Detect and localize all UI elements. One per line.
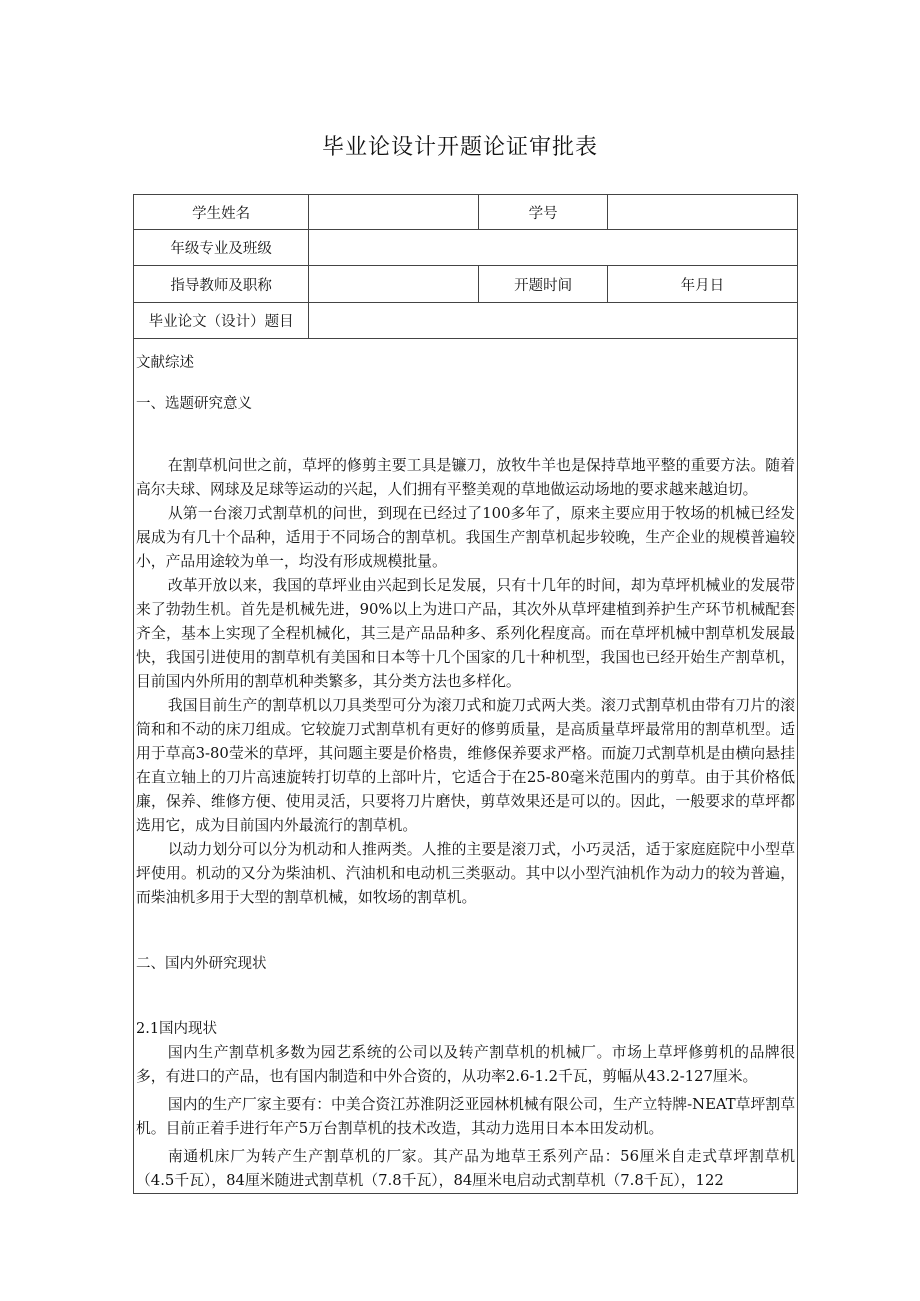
paragraph: 我国目前生产的割草机以刀具类型可分为滚刀式和旋刀式两大类。滚刀式割草机由带有刀片的滚筒和和不动的床刀组成。它较旋刀式割草机有更好的修剪质量，是高质量草坪最常用的割草机型。适用于草高3-80莹米的草坪，其问题主要是价格贵，维修保养要求严格。而旋刀式割草机是由横向悬挂在直立轴上的刀片高速旋转打切草的上部叶片，它适合于在25-80毫米范围内的剪草。由于其价格低廉，保养、维修方便、使用灵活，只要将刀片磨快，剪草效果还是可以的。因此，一般要求的草坪都选用它，成为目前国内外最流行的割草机。 <box>136 697 795 834</box>
page-title: 毕业论设计开题论证审批表 <box>321 135 598 160</box>
advisor-label: 指导教师及职称 <box>134 266 309 303</box>
student-name-field[interactable] <box>309 195 479 230</box>
paragraph: 国内的生产厂家主要有：中美合资江苏淮阴泛亚园林机械有限公司，生产立特牌-NEAT草坪割草机。目前正着手进行年产5万台割草机的技术改造，其动力选用日本本田发动机。 <box>136 1096 795 1137</box>
proposal-date-label: 开题时间 <box>479 266 607 303</box>
paragraph: 在割草机问世之前，草坪的修剪主要工具是镰刀，放牧牛羊也是保持草地平整的重要方法。随着高尔夫球、网球及足球等运动的兴起，人们拥有平整美观的草地做运动场地的要求越来越迫切。 <box>136 457 795 498</box>
paragraph: 从第一台滚刀式割草机的问世，到现在已经过了100多年了，原来主要应用于牧场的机械已经发展成为有几十个品种，适用于不同场合的割草机。我国生产割草机起步较晚，生产企业的规模普遍较小，产品用途较为单一，均没有形成规模批量。 <box>136 505 795 570</box>
proposal-date-field[interactable]: 年月日 <box>607 266 797 303</box>
student-name-label: 学生姓名 <box>134 195 309 230</box>
advisor-field[interactable] <box>309 266 479 303</box>
thesis-title-field[interactable] <box>309 303 798 339</box>
review-heading: 文献综述 <box>136 355 194 371</box>
section-1-heading: 一、选题研究意义 <box>136 396 252 412</box>
paragraph: 南通机床厂为转产生产割草机的厂家。其产品为地草王系列产品：56厘米自走式草坪割草机（4.5千瓦），84厘米随进式割草机（7.8千瓦），84厘米电启动式割草机（7.8千瓦），122 <box>136 1148 795 1189</box>
class-label: 年级专业及班级 <box>134 230 309 266</box>
literature-review-cell <box>134 339 798 1194</box>
paragraph: 国内生产割草机多数为园艺系统的公司以及转产割草机的机械厂。市场上草坪修剪机的品牌很多，有进口的产品，也有国内制造和中外合资的，从功率2.6-1.2千瓦，剪幅从43.2-127厘米。 <box>136 1044 795 1085</box>
paragraph: 以动力划分可以分为机动和人推两类。人推的主要是滚刀式，小巧灵活，适于家庭庭院中小型草坪使用。机动的又分为柴油机、汽油机和电动机三类驱动。其中以小型汽油机作为动力的较为普遍，而柴油机多用于大型的割草机械，如牧场的割草机。 <box>136 841 795 906</box>
approval-form <box>133 194 798 1194</box>
subsection-2-1-heading: 2.1国内现状 <box>136 1021 218 1037</box>
student-id-field[interactable] <box>607 195 797 230</box>
student-id-label: 学号 <box>479 195 607 230</box>
thesis-title-label: 毕业论文（设计）题目 <box>134 303 309 339</box>
paragraph: 改革开放以来，我国的草坪业由兴起到长足发展，只有十几年的时间，却为草坪机械业的发展带来了勃勃生机。首先是机械先进，90%以上为进口产品，其次外从草坪建植到养护生产环节机械配套齐全，基本上实现了全程机械化，其三是产品品种多、系列化程度高。而在草坪机械中割草机发展最快，我国引进使用的割草机有美国和日本等十几个国家的几十种机型，我国也已经开始生产割草机，目前国内外所用的割草机种类繁多，其分类方法也多样化。 <box>136 577 795 690</box>
class-field[interactable] <box>309 230 798 266</box>
section-2-heading: 二、国内外研究现状 <box>136 956 267 972</box>
